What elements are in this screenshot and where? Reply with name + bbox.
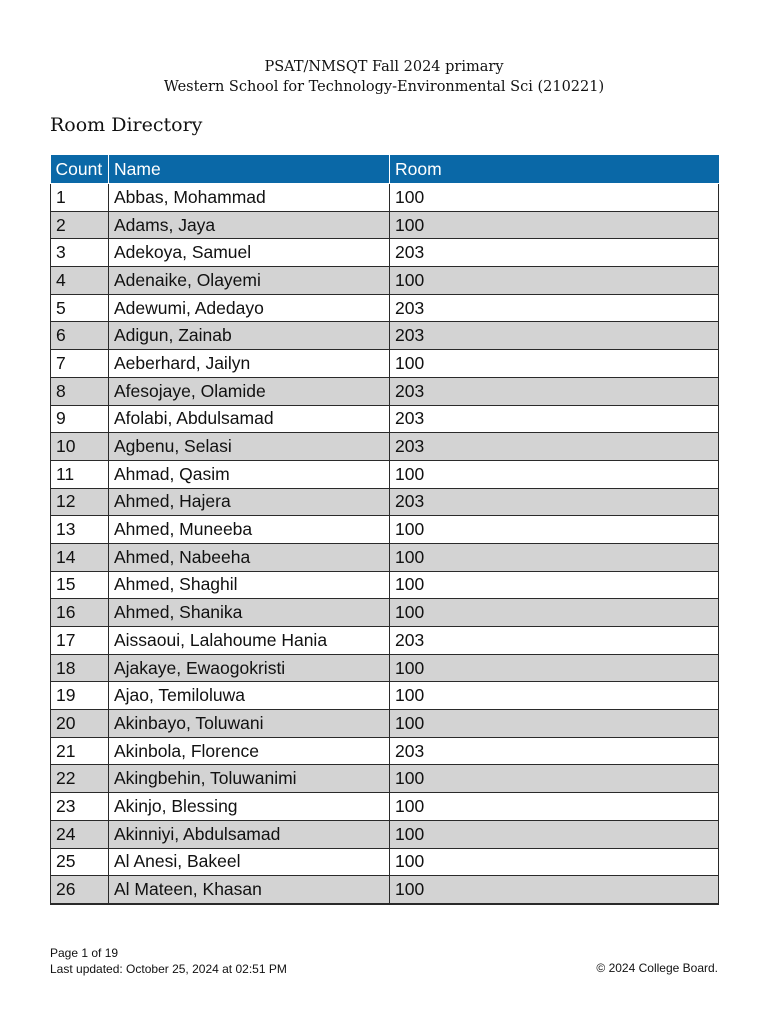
count-cell: 7	[51, 350, 109, 378]
name-cell: Akinbayo, Toluwani	[109, 710, 390, 738]
table-row	[51, 848, 719, 876]
exam-title: PSAT/NMSQT Fall 2024 primary	[264, 59, 504, 75]
table-row	[51, 322, 719, 350]
count-cell: 8	[51, 377, 109, 405]
count-cell: 3	[51, 239, 109, 267]
table-row	[51, 488, 719, 516]
room-cell: 203	[390, 737, 719, 765]
table-row	[51, 405, 719, 433]
name-cell: Akinniyi, Abdulsamad	[109, 820, 390, 848]
name-cell: Al Mateen, Khasan	[109, 876, 390, 904]
count-cell: 14	[51, 543, 109, 571]
table-row	[51, 599, 719, 627]
count-cell: 25	[51, 848, 109, 876]
room-cell: 100	[390, 516, 719, 544]
count-cell: 16	[51, 599, 109, 627]
room-cell: 203	[390, 488, 719, 516]
room-cell: 100	[390, 267, 719, 295]
count-cell: 6	[51, 322, 109, 350]
count-cell: 17	[51, 627, 109, 655]
table-row	[51, 682, 719, 710]
table-row	[51, 460, 719, 488]
table-row	[51, 294, 719, 322]
room-cell: 100	[390, 184, 719, 212]
table-row	[51, 433, 719, 461]
room-cell: 203	[390, 627, 719, 655]
table-row	[51, 267, 719, 295]
footer-left	[50, 946, 287, 977]
name-cell: Ahmad, Qasim	[109, 460, 390, 488]
table-row	[51, 765, 719, 793]
count-cell: 12	[51, 488, 109, 516]
room-cell: 203	[390, 433, 719, 461]
table-row	[51, 543, 719, 571]
copyright: © 2024 College Board.	[596, 961, 718, 975]
room-cell: 100	[390, 765, 719, 793]
name-cell: Abbas, Mohammad	[109, 184, 390, 212]
table-row	[51, 627, 719, 655]
room-cell: 100	[390, 654, 719, 682]
name-cell: Aissaoui, Lalahoume Hania	[109, 627, 390, 655]
count-cell: 24	[51, 820, 109, 848]
count-cell: 10	[51, 433, 109, 461]
room-cell: 100	[390, 793, 719, 821]
school-name: Western School for Technology-Environmental Sci (210221)	[163, 79, 605, 95]
name-cell: Ahmed, Shaghil	[109, 571, 390, 599]
name-cell: Aeberhard, Jailyn	[109, 350, 390, 378]
room-cell: 100	[390, 876, 719, 904]
count-cell: 11	[51, 460, 109, 488]
count-cell: 9	[51, 405, 109, 433]
name-cell: Agbenu, Selasi	[109, 433, 390, 461]
column-header-room: Room	[390, 155, 719, 184]
name-cell: Adekoya, Samuel	[109, 239, 390, 267]
name-cell: Ajakaye, Ewaogokristi	[109, 654, 390, 682]
count-cell: 21	[51, 737, 109, 765]
room-cell: 100	[390, 211, 719, 239]
room-directory-table	[50, 155, 719, 905]
name-cell: Ahmed, Shanika	[109, 599, 390, 627]
count-cell: 20	[51, 710, 109, 738]
name-cell: Al Anesi, Bakeel	[109, 848, 390, 876]
page-title: Room Directory	[50, 114, 203, 136]
room-cell: 100	[390, 820, 719, 848]
count-cell: 22	[51, 765, 109, 793]
page-number: Page 1 of 19	[50, 946, 119, 960]
name-cell: Adigun, Zainab	[109, 322, 390, 350]
room-cell: 203	[390, 377, 719, 405]
table-header-row	[51, 155, 719, 184]
count-cell: 19	[51, 682, 109, 710]
table-row	[51, 737, 719, 765]
room-cell: 100	[390, 543, 719, 571]
name-cell: Akinjo, Blessing	[109, 793, 390, 821]
count-cell: 26	[51, 876, 109, 904]
table-row	[51, 793, 719, 821]
name-cell: Ahmed, Nabeeha	[109, 543, 390, 571]
room-cell: 100	[390, 848, 719, 876]
name-cell: Afesojaye, Olamide	[109, 377, 390, 405]
document-header	[0, 57, 768, 97]
table-row	[51, 239, 719, 267]
table-row	[51, 516, 719, 544]
count-cell: 15	[51, 571, 109, 599]
table-row	[51, 654, 719, 682]
table-row	[51, 876, 719, 904]
column-header-count: Count	[51, 155, 109, 184]
table-body	[51, 184, 719, 904]
table-row	[51, 710, 719, 738]
room-cell: 100	[390, 599, 719, 627]
count-cell: 23	[51, 793, 109, 821]
count-cell: 13	[51, 516, 109, 544]
room-cell: 203	[390, 405, 719, 433]
name-cell: Ahmed, Muneeba	[109, 516, 390, 544]
name-cell: Akingbehin, Toluwanimi	[109, 765, 390, 793]
table-row	[51, 211, 719, 239]
count-cell: 5	[51, 294, 109, 322]
room-cell: 203	[390, 239, 719, 267]
room-cell: 203	[390, 322, 719, 350]
column-header-name: Name	[109, 155, 390, 184]
name-cell: Akinbola, Florence	[109, 737, 390, 765]
count-cell: 1	[51, 184, 109, 212]
table-row	[51, 350, 719, 378]
name-cell: Adams, Jaya	[109, 211, 390, 239]
room-cell: 100	[390, 682, 719, 710]
name-cell: Adenaike, Olayemi	[109, 267, 390, 295]
room-cell: 100	[390, 350, 719, 378]
last-updated: Last updated: October 25, 2024 at 02:51 PM	[50, 961, 287, 976]
count-cell: 2	[51, 211, 109, 239]
table-row	[51, 820, 719, 848]
room-cell: 100	[390, 460, 719, 488]
room-cell: 100	[390, 710, 719, 738]
room-cell: 100	[390, 571, 719, 599]
count-cell: 4	[51, 267, 109, 295]
name-cell: Afolabi, Abdulsamad	[109, 405, 390, 433]
table-row	[51, 377, 719, 405]
count-cell: 18	[51, 654, 109, 682]
room-cell: 203	[390, 294, 719, 322]
name-cell: Ajao, Temiloluwa	[109, 682, 390, 710]
name-cell: Adewumi, Adedayo	[109, 294, 390, 322]
table-row	[51, 571, 719, 599]
table-row	[51, 184, 719, 212]
name-cell: Ahmed, Hajera	[109, 488, 390, 516]
